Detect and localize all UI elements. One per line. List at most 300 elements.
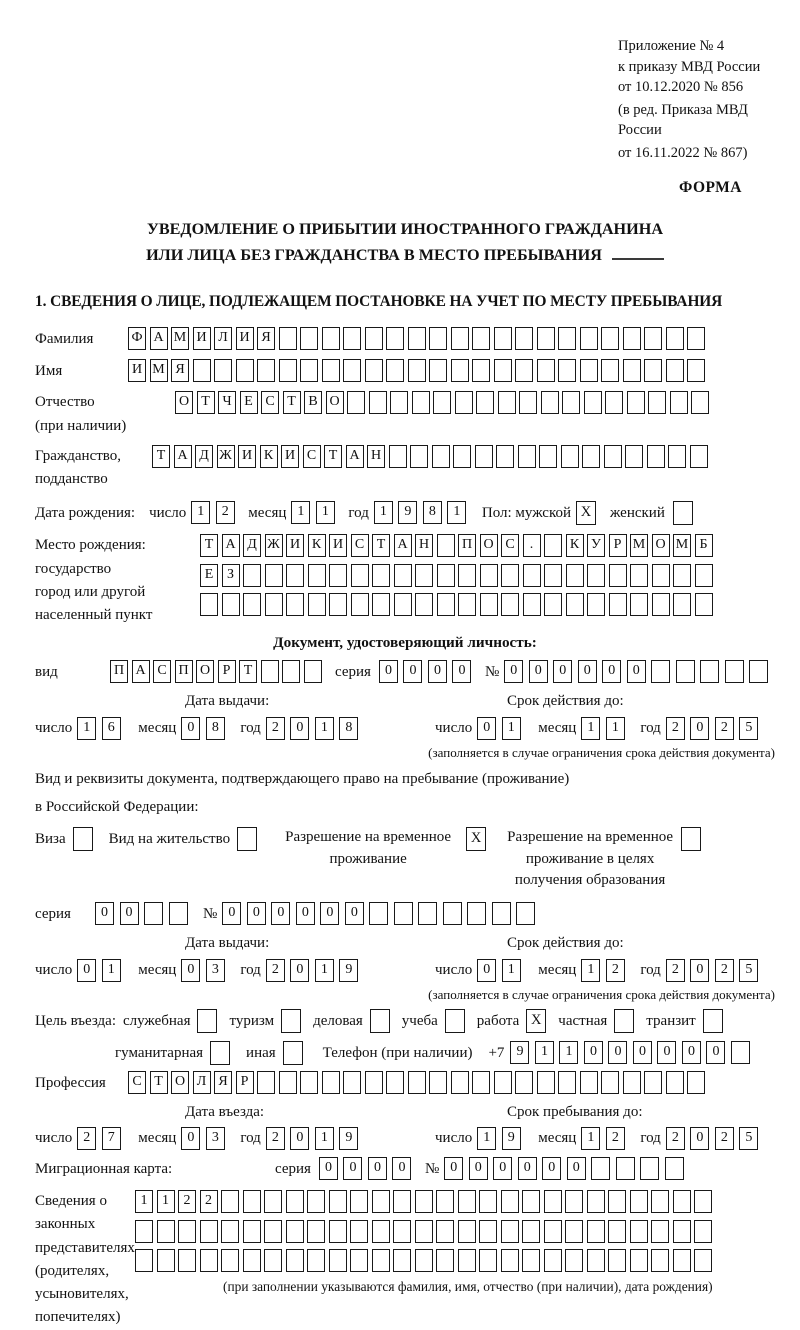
legal-reps-cells-row3 (135, 1249, 716, 1272)
birth-place-label-line2: государство (35, 560, 112, 577)
month-label: месяц (138, 1130, 177, 1147)
temp-residence-edu-label: Разрешение на временное проживание в целях получения образования (507, 828, 674, 889)
char-cell (673, 564, 691, 587)
migration-card-label: Миграционная карта: (35, 1161, 173, 1178)
purpose-study-checkbox (445, 1009, 465, 1033)
char-cell (458, 593, 476, 616)
char-cell (695, 564, 713, 587)
char-cell (257, 359, 275, 382)
char-cell (436, 1220, 454, 1243)
char-cell (372, 564, 390, 587)
char-cell (236, 359, 254, 382)
year-label: год (640, 961, 661, 978)
form-title (35, 217, 775, 269)
id-valid-day-cells (477, 717, 526, 740)
char-cell (408, 327, 426, 350)
char-cell: 0 (529, 660, 548, 683)
purpose-work-label: работа (476, 1012, 520, 1029)
char-cell (429, 327, 447, 350)
char-cell (300, 1071, 318, 1094)
year-label: год (348, 505, 369, 522)
legal-reps-label-line6: попечителях) (35, 1309, 121, 1326)
char-cell (458, 1249, 476, 1272)
char-cell: 1 (447, 501, 466, 524)
char-cell (322, 1071, 340, 1094)
char-cell (243, 1249, 261, 1272)
profession-label: Профессия (35, 1074, 106, 1091)
birth-place-label-line1: Место рождения: (35, 537, 146, 554)
purpose-other-checkbox (283, 1041, 303, 1065)
forma-label: ФОРМА (678, 179, 742, 197)
char-cell: Л (214, 327, 232, 350)
purpose-row1 (35, 1009, 775, 1033)
char-cell (561, 445, 579, 468)
char-cell (608, 1220, 626, 1243)
char-cell: 8 (206, 717, 225, 740)
char-cell: 0 (584, 1041, 603, 1064)
char-cell: 2 (77, 1127, 96, 1150)
stay-month-cells (581, 1127, 630, 1150)
char-cell (350, 1249, 368, 1272)
char-cell (261, 660, 279, 683)
char-cell: 0 (403, 660, 422, 683)
char-cell (415, 1249, 433, 1272)
sex-female-checkbox (673, 501, 693, 525)
char-cell (343, 359, 361, 382)
phone-cells (510, 1041, 755, 1064)
char-cell: П (175, 660, 193, 683)
char-cell (544, 564, 562, 587)
char-cell: О (171, 1071, 189, 1094)
purpose-official-item (35, 1009, 217, 1033)
char-cell: Ж (265, 534, 283, 557)
char-cell (670, 391, 688, 414)
char-cell: 0 (271, 902, 290, 925)
char-cell (676, 660, 695, 683)
day-label: число (35, 719, 73, 736)
char-cell (372, 1249, 390, 1272)
validity-note: (заполняется в случае ограничения срока действия документа) (428, 986, 775, 1002)
char-cell (544, 1190, 562, 1213)
char-cell (501, 1220, 519, 1243)
migration-number-label: № (424, 1161, 440, 1178)
char-cell: Т (152, 445, 170, 468)
char-cell (307, 1190, 325, 1213)
char-cell (562, 391, 580, 414)
char-cell (479, 1249, 497, 1272)
year-label: год (240, 719, 261, 736)
given-name-row (35, 359, 775, 384)
char-cell (630, 1249, 648, 1272)
visa-label: Виза (35, 830, 66, 847)
char-cell (630, 593, 648, 616)
char-cell (749, 660, 768, 683)
char-cell (605, 391, 623, 414)
purpose-work-checkbox: X (526, 1009, 546, 1033)
char-cell: 0 (77, 959, 96, 982)
char-cell (279, 327, 297, 350)
char-cell (365, 1071, 383, 1094)
char-cell: 0 (319, 1157, 338, 1180)
entry-month-cells (181, 1127, 230, 1150)
form-title-line2 (35, 243, 775, 269)
char-cell (329, 564, 347, 587)
char-cell (537, 327, 555, 350)
char-cell (451, 327, 469, 350)
char-cell: О (480, 534, 498, 557)
purpose-business-item (313, 1009, 390, 1033)
purpose-row2 (35, 1041, 775, 1065)
char-cell: 0 (392, 1157, 411, 1180)
char-cell (282, 660, 300, 683)
char-cell (372, 593, 390, 616)
permit-issue-year-cells (266, 959, 364, 982)
given-name-label: Имя (35, 363, 63, 380)
id-doc-kind-row (35, 660, 775, 685)
permit-valid-cells-row (435, 958, 775, 983)
char-cell: А (132, 660, 150, 683)
month-label: месяц (538, 1130, 577, 1147)
char-cell (369, 902, 388, 925)
form-title-line2-text: ИЛИ ЛИЦА БЕЗ ГРАЖДАНСТВА В МЕСТО ПРЕБЫВАНИЯ (146, 246, 602, 265)
char-cell (700, 660, 719, 683)
char-cell: 2 (715, 1127, 734, 1150)
char-cell (437, 593, 455, 616)
birth-place-label-line4: населенный пункт (35, 607, 153, 624)
char-cell: Е (200, 564, 218, 587)
char-cell (390, 391, 408, 414)
legal-reps-label-line5: усыновителях, (35, 1286, 129, 1303)
char-cell (601, 1071, 619, 1094)
char-cell (475, 445, 493, 468)
legal-reps-label-line3: представителях (35, 1239, 135, 1256)
char-cell (412, 391, 430, 414)
purpose-label: Цель въезда: (35, 1012, 116, 1029)
permit-series-cells (95, 902, 193, 925)
char-cell: Е (240, 391, 258, 414)
appendix-block (618, 36, 775, 163)
char-cell (307, 1220, 325, 1243)
char-cell (467, 902, 486, 925)
entry-dates-group (35, 1103, 775, 1152)
char-cell: 1 (157, 1190, 175, 1213)
char-cell: 6 (102, 717, 121, 740)
char-cell: Б (695, 534, 713, 557)
char-cell (193, 359, 211, 382)
char-cell (408, 359, 426, 382)
char-cell (472, 1071, 490, 1094)
char-cell (625, 445, 643, 468)
char-cell: 0 (553, 660, 572, 683)
char-cell (522, 1220, 540, 1243)
char-cell: Д (195, 445, 213, 468)
char-cell (222, 593, 240, 616)
char-cell: И (281, 445, 299, 468)
char-cell (308, 564, 326, 587)
migration-series-cells (319, 1157, 417, 1180)
char-cell (691, 391, 709, 414)
permit-series-row (35, 902, 775, 927)
year-label: год (240, 961, 261, 978)
char-cell (243, 593, 261, 616)
char-cell: Я (171, 359, 189, 382)
char-cell (687, 1071, 705, 1094)
char-cell: 0 (452, 660, 471, 683)
char-cell: . (523, 534, 541, 557)
char-cell (565, 1190, 583, 1213)
char-cell (494, 327, 512, 350)
char-cell: 2 (216, 501, 235, 524)
char-cell (623, 327, 641, 350)
char-cell: 1 (191, 501, 210, 524)
char-cell: З (222, 564, 240, 587)
char-cell (537, 1071, 555, 1094)
char-cell: 0 (542, 1157, 561, 1180)
id-issue-year-cells (266, 717, 364, 740)
char-cell (601, 359, 619, 382)
char-cell (523, 593, 541, 616)
char-cell (544, 593, 562, 616)
char-cell (286, 564, 304, 587)
char-cell (479, 1220, 497, 1243)
char-cell: 0 (608, 1041, 627, 1064)
char-cell (558, 1071, 576, 1094)
char-cell: М (150, 359, 168, 382)
char-cell (243, 1190, 261, 1213)
char-cell (394, 902, 413, 925)
char-cell (630, 1190, 648, 1213)
purpose-humanitarian-checkbox (210, 1041, 230, 1065)
char-cell (515, 359, 533, 382)
visa-item (35, 827, 93, 851)
char-cell: 0 (290, 959, 309, 982)
char-cell (690, 445, 708, 468)
char-cell (329, 1220, 347, 1243)
char-cell: Т (197, 391, 215, 414)
char-cell (347, 391, 365, 414)
char-cell (257, 1071, 275, 1094)
char-cell (458, 1190, 476, 1213)
day-label: число (35, 961, 73, 978)
doc-kind-label: вид (35, 664, 58, 681)
char-cell: 0 (379, 660, 398, 683)
char-cell: Н (367, 445, 385, 468)
char-cell (519, 391, 537, 414)
surname-label: Фамилия (35, 331, 94, 348)
month-label: месяц (138, 961, 177, 978)
char-cell (695, 593, 713, 616)
patronymic-label (35, 391, 175, 438)
char-cell (429, 359, 447, 382)
char-cell (494, 1071, 512, 1094)
char-cell (673, 1249, 691, 1272)
valid-until-header: Срок действия до: (507, 693, 624, 710)
char-cell (666, 327, 684, 350)
legal-reps-cells-row1 (135, 1190, 716, 1213)
char-cell: 0 (95, 902, 114, 925)
char-cell (372, 1190, 390, 1213)
char-cell (604, 445, 622, 468)
purpose-business-label: деловая (313, 1012, 363, 1029)
day-label: число (149, 505, 187, 522)
char-cell: С (153, 660, 171, 683)
purpose-business-checkbox (370, 1009, 390, 1033)
stay-year-cells (666, 1127, 764, 1150)
char-cell (668, 445, 686, 468)
char-cell (221, 1220, 239, 1243)
char-cell: 5 (739, 1127, 758, 1150)
char-cell (644, 327, 662, 350)
char-cell: 0 (120, 902, 139, 925)
char-cell (591, 1157, 610, 1180)
char-cell: 0 (320, 902, 339, 925)
entry-cells-row (35, 1126, 435, 1151)
char-cell (394, 564, 412, 587)
char-cell: Ж (217, 445, 235, 468)
char-cell (322, 327, 340, 350)
char-cell (522, 1190, 540, 1213)
char-cell (393, 1220, 411, 1243)
entry-year-cells (266, 1127, 364, 1150)
char-cell: 1 (581, 959, 600, 982)
purpose-official-label: служебная (122, 1012, 191, 1029)
char-cell: 9 (339, 959, 358, 982)
char-cell (537, 359, 555, 382)
day-label: число (435, 719, 473, 736)
char-cell (265, 564, 283, 587)
char-cell (408, 1071, 426, 1094)
purpose-humanitarian-item (115, 1041, 230, 1065)
char-cell (516, 902, 535, 925)
purpose-other-label: иная (246, 1044, 276, 1061)
purpose-private-label: частная (558, 1012, 608, 1029)
char-cell: Л (193, 1071, 211, 1094)
char-cell (279, 1071, 297, 1094)
appendix-line: Приложение № 4 (618, 38, 725, 54)
citizenship-label-line1: Гражданство, (35, 447, 122, 464)
purpose-humanitarian-label: гуманитарная (115, 1044, 204, 1061)
char-cell (472, 327, 490, 350)
char-cell (580, 359, 598, 382)
char-cell: 1 (315, 1127, 334, 1150)
char-cell: 1 (581, 717, 600, 740)
char-cell (169, 902, 188, 925)
char-cell: 1 (535, 1041, 554, 1064)
char-cell: Н (415, 534, 433, 557)
citizenship-row (35, 445, 775, 492)
char-cell: М (673, 534, 691, 557)
resident-doc-text-line1: Вид и реквизиты документа, подтверждающего право на пребывание (проживание) (35, 770, 570, 787)
char-cell (731, 1041, 750, 1064)
char-cell (544, 1220, 562, 1243)
char-cell (308, 593, 326, 616)
char-cell: 5 (739, 959, 758, 982)
char-cell: 0 (567, 1157, 586, 1180)
char-cell (415, 1190, 433, 1213)
char-cell: 9 (502, 1127, 521, 1150)
char-cell (580, 327, 598, 350)
char-cell (415, 564, 433, 587)
doc-kind-cells (110, 660, 325, 683)
char-cell (651, 660, 670, 683)
char-cell (687, 359, 705, 382)
char-cell: Т (239, 660, 257, 683)
char-cell: 2 (666, 959, 685, 982)
char-cell: 0 (690, 959, 709, 982)
appendix-line: от 10.12.2020 № 856 (618, 79, 744, 96)
char-cell: 0 (428, 660, 447, 683)
char-cell: 1 (581, 1127, 600, 1150)
char-cell: 1 (502, 959, 521, 982)
char-cell: Ч (218, 391, 236, 414)
char-cell: 0 (181, 959, 200, 982)
char-cell: 2 (200, 1190, 218, 1213)
char-cell (587, 1220, 605, 1243)
char-cell: Д (243, 534, 261, 557)
month-label: месяц (138, 719, 177, 736)
char-cell (496, 445, 514, 468)
purpose-tourism-item (229, 1009, 301, 1033)
char-cell (415, 593, 433, 616)
char-cell: 0 (627, 660, 646, 683)
char-cell (522, 1249, 540, 1272)
char-cell (651, 1220, 669, 1243)
given-name-cells (128, 359, 709, 382)
char-cell: 0 (444, 1157, 463, 1180)
year-label: год (640, 1130, 661, 1147)
char-cell (498, 391, 516, 414)
char-cell (410, 445, 428, 468)
char-cell (587, 564, 605, 587)
temp-residence-label: Разрешение на временное проживание (285, 828, 452, 867)
char-cell: Т (283, 391, 301, 414)
char-cell (436, 1249, 454, 1272)
migration-series-label: серия (275, 1161, 311, 1178)
char-cell (437, 534, 455, 557)
char-cell (386, 1071, 404, 1094)
char-cell (393, 1249, 411, 1272)
resident-doc-text-line2: в Российской Федерации: (35, 798, 199, 815)
char-cell (501, 1190, 519, 1213)
char-cell (616, 1157, 635, 1180)
purpose-official-checkbox (197, 1009, 217, 1033)
char-cell: А (150, 327, 168, 350)
char-cell (300, 359, 318, 382)
char-cell: И (236, 327, 254, 350)
char-cell (694, 1220, 712, 1243)
valid-until-header: Срок действия до: (507, 935, 624, 952)
temp-residence-item (277, 827, 486, 871)
char-cell: 0 (690, 717, 709, 740)
char-cell: О (175, 391, 193, 414)
char-cell: 7 (102, 1127, 121, 1150)
char-cell (394, 593, 412, 616)
char-cell (627, 391, 645, 414)
char-cell: 0 (633, 1041, 652, 1064)
char-cell: 0 (682, 1041, 701, 1064)
char-cell (135, 1220, 153, 1243)
entry-day-cells (77, 1127, 126, 1150)
char-cell (429, 1071, 447, 1094)
char-cell (243, 564, 261, 587)
char-cell (609, 593, 627, 616)
char-cell (264, 1220, 282, 1243)
citizenship-cells (152, 445, 711, 468)
legal-reps-label-line2: законных (35, 1216, 96, 1233)
char-cell (587, 1249, 605, 1272)
char-cell: С (501, 534, 519, 557)
char-cell (501, 564, 519, 587)
